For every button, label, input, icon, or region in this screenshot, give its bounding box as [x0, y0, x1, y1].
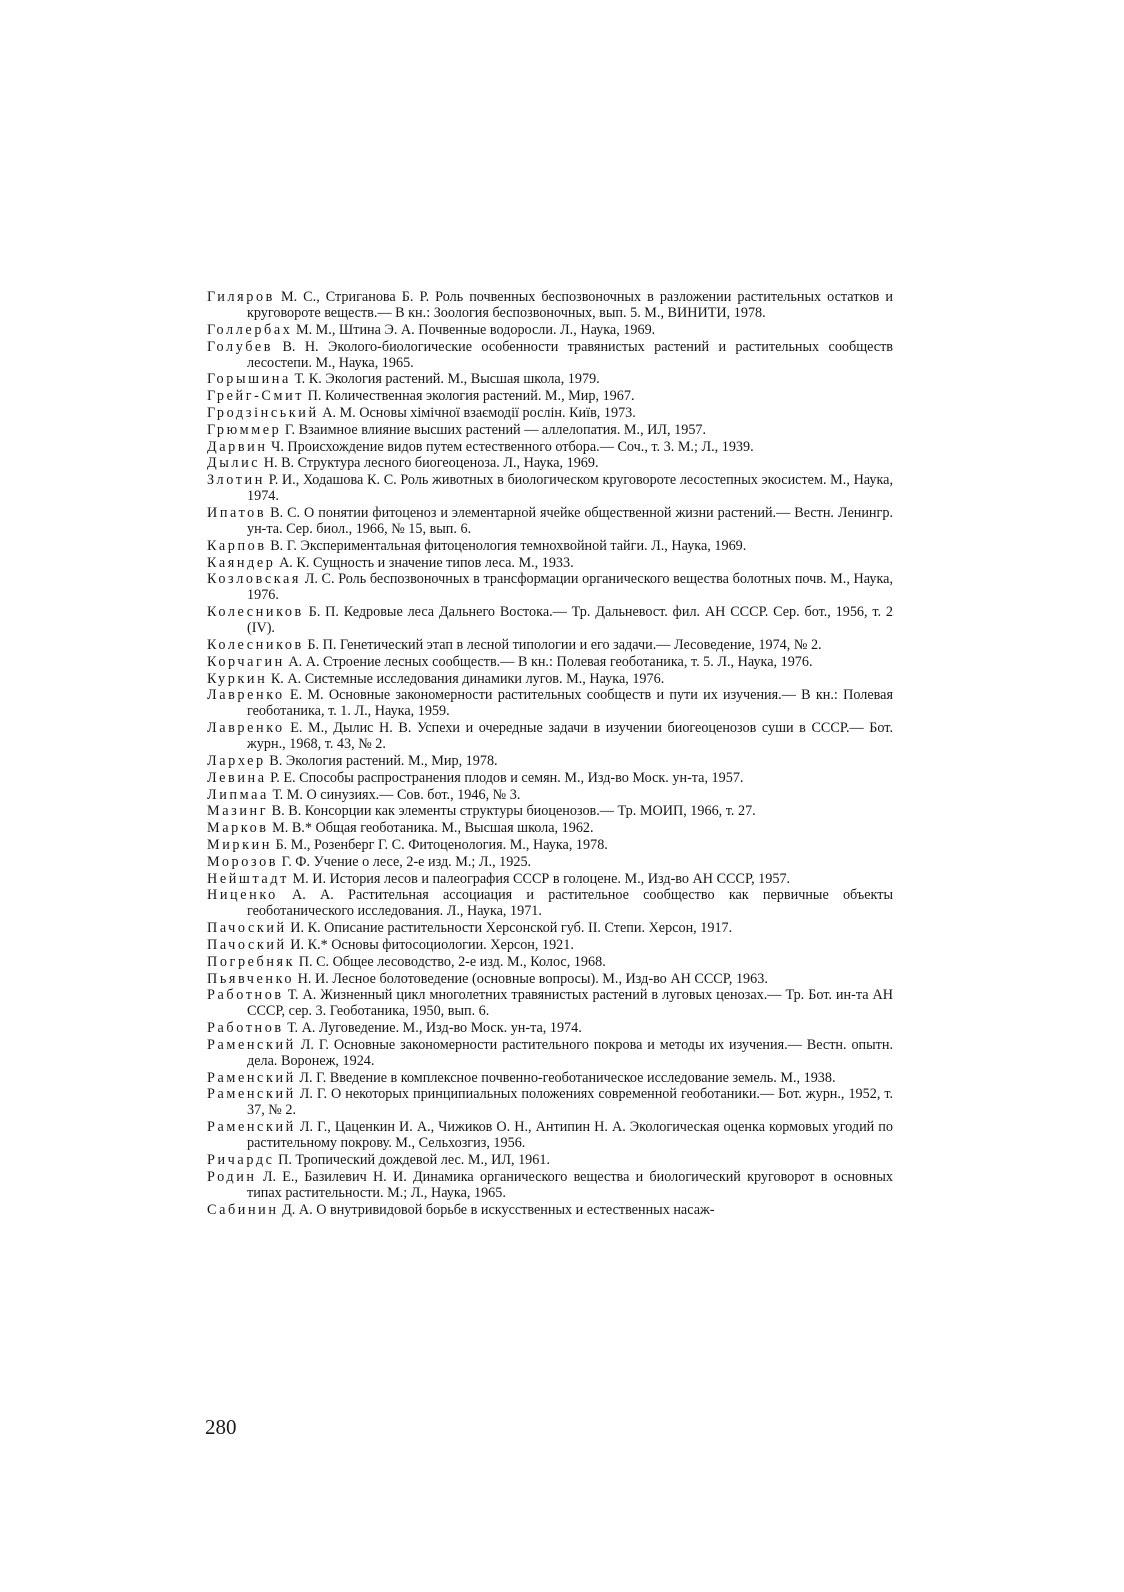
bibliography-entry: [207, 637, 893, 653]
entry-text: В. Н. Эколого-биологические особенности травянистых растений и растительных сообществ лесостепи. М., Наука, 1965.: [247, 338, 893, 371]
entry-author: Лавренко: [207, 720, 285, 737]
bibliography-entry: [207, 422, 893, 438]
bibliography-entry: [207, 720, 893, 752]
bibliography-entry: [207, 289, 893, 321]
entry-author: Грюммер: [207, 421, 282, 438]
entry-text: К. А. Системные исследования динамики лугов. М., Наука, 1976.: [267, 670, 665, 687]
entry-text: И. К. Описание растительности Херсонской губ. II. Степи. Херсон, 1917.: [286, 920, 733, 937]
bibliography-entry: [207, 671, 893, 687]
bibliography-entry: [207, 920, 893, 936]
entry-text: И. К.* Основы фитосоциологии. Херсон, 1921.: [286, 936, 574, 953]
entry-author: Голубев: [207, 338, 274, 355]
entry-text: В. С. О понятии фитоценоз и элементарной ячейке общественной жизни растений.— Вестн. Ленингр. ун-та. Сер. биол., 1966, № 15, вып. 6.: [247, 504, 893, 537]
entry-author: Лархер: [207, 752, 266, 769]
entry-author: Сабинин: [207, 1201, 279, 1218]
bibliography-entry: [207, 803, 893, 819]
entry-text: Р. Е. Способы распространения плодов и семян. М., Изд-во Моск. ун-та, 1957.: [266, 769, 744, 786]
bibliography-entry: [207, 1119, 893, 1151]
entry-author: Гиляров: [207, 289, 275, 305]
bibliography-entry: [207, 1070, 893, 1086]
entry-author: Ниценко: [207, 887, 278, 904]
entry-text: В. Г. Экспериментальная фитоценология темнохвойной тайги. Л., Наука, 1969.: [266, 537, 747, 554]
entry-text: Т. М. О синузиях.— Сов. бот., 1946, № 3.: [268, 786, 521, 803]
entry-author: Грейг-Смит: [207, 388, 305, 405]
entry-author: Колесников: [207, 636, 304, 653]
bibliography-entry: [207, 505, 893, 537]
entry-author: Миркин: [207, 836, 272, 853]
entry-author: Погребняк: [207, 953, 296, 970]
bibliography-entry: [207, 787, 893, 803]
bibliography-entry: [207, 388, 893, 404]
entry-author: Левина: [207, 769, 267, 786]
bibliography-entry: [207, 687, 893, 719]
bibliography-entry: [207, 1037, 893, 1069]
entry-author: Пачоский: [207, 920, 287, 937]
bibliography-entry: [207, 770, 893, 786]
entry-text: Л. Г. О некоторых принципиальных положениях современной геоботаники.— Бот. журн., 1952, т. 37, № 2.: [247, 1086, 893, 1119]
bibliography-entry: [207, 571, 893, 603]
entry-author: Куркин: [207, 670, 268, 687]
entry-author: Липмаа: [207, 786, 269, 803]
entry-text: П. Тропический дождевой лес. М., ИЛ, 1961.: [274, 1152, 551, 1169]
entry-author: Марков: [207, 820, 269, 837]
bibliography-entry: [207, 339, 893, 371]
entry-author: Колесников: [207, 604, 304, 621]
bibliography-entry: [207, 1169, 893, 1201]
bibliography-entry: [207, 604, 893, 636]
bibliography-entry: [207, 887, 893, 919]
entry-author: Пачоский: [207, 936, 287, 953]
bibliography-entry: [207, 954, 893, 970]
bibliography-entry: [207, 371, 893, 387]
bibliography-entry: [207, 538, 893, 554]
bibliography-entry: [207, 1020, 893, 1036]
entry-text: Д. А. О внутривидовой борьбе в искусственных и естественных насаж-: [278, 1201, 715, 1218]
entry-author: Раменский: [207, 1086, 296, 1103]
bibliography-entry: [207, 820, 893, 836]
entry-text: Т. А. Луговедение. М., Изд-во Моск. ун-та, 1974.: [283, 1020, 582, 1037]
bibliography-entry: [207, 455, 893, 471]
entry-author: Горышина: [207, 371, 291, 388]
entry-text: Г. Ф. Учение о лесе, 2-е изд. М.; Л., 1925.: [278, 853, 532, 870]
bibliography-entry: [207, 1086, 893, 1118]
bibliography-entry: [207, 472, 893, 504]
entry-text: Е. М., Дылис Н. В. Успехи и очередные задачи в изучении биогеоценозов суши в СССР.— Бот. журн., 1968, т. 43, № 2.: [247, 720, 893, 753]
entry-text: М. С., Стриганова Б. Р. Роль почвенных беспозвоночных в разложении растительных остатков и круговороте веществ.— В кн.: Зоология беспозвоночных, вып. 5. М., ВИНИТИ, 1978.: [247, 289, 893, 321]
bibliography-entry: [207, 937, 893, 953]
entry-text: Б. П. Кедровые леса Дальнего Востока.— Тр. Дальневост. фил. АН СССР. Сер. бот., 1956, т. 2 (IV).: [247, 604, 893, 637]
entry-author: Родин: [207, 1168, 257, 1185]
entry-text: М. И. История лесов и палеография СССР в голоцене. М., Изд-во АН СССР, 1957.: [288, 870, 791, 887]
entry-author: Лавренко: [207, 687, 285, 704]
bibliography-entry: [207, 753, 893, 769]
bibliography-entry: [207, 654, 893, 670]
entry-author: Злотин: [207, 472, 265, 489]
bibliography-entry: [207, 854, 893, 870]
bibliography-entry: [207, 1202, 893, 1218]
entry-text: В. Экология растений. М., Мир, 1978.: [265, 752, 498, 769]
entry-author: Гродзiнський: [207, 404, 319, 421]
entry-author: Работнов: [207, 987, 284, 1004]
entry-text: М. В.* Общая геоботаника. М., Высшая школа, 1962.: [268, 820, 594, 837]
entry-text: Л. Е., Базилевич Н. И. Динамика органического вещества и биологический круговорот в основных типах растительности. М.; Л., Наука, 1965.: [247, 1168, 893, 1201]
entry-text: А. М. Основы хiмiчної взаємодiї рослiн. Київ, 1973.: [318, 404, 636, 421]
entry-text: Б. П. Генетический этап в лесной типологии и его задачи.— Лесоведение, 1974, № 2.: [303, 636, 822, 653]
bibliography-entry: [207, 1152, 893, 1168]
entry-author: Ипатов: [207, 504, 267, 521]
entry-author: Раменский: [207, 1119, 296, 1136]
entry-text: Ч. Происхождение видов путем естественного отбора.— Соч., т. 3. М.; Л., 1939.: [267, 438, 754, 455]
entry-author: Козловская: [207, 571, 302, 588]
entry-author: Раменский: [207, 1069, 296, 1086]
bibliography-list: [207, 289, 893, 1218]
bibliography-entry: [207, 987, 893, 1019]
entry-author: Дарвин: [207, 438, 268, 455]
entry-text: П. С. Общее лесоводство, 2-е изд. М., Колос, 1968.: [295, 953, 606, 970]
entry-text: М. М., Штина Э. А. Почвенные водоросли. Л., Наука, 1969.: [292, 321, 656, 338]
entry-author: Ричардс: [207, 1152, 275, 1169]
entry-text: А. А. Строение лесных сообществ.— В кн.: Полевая геоботаника, т. 5. Л., Наука, 1976.: [284, 653, 813, 670]
entry-text: П. Количественная экология растений. М., Мир, 1967.: [304, 388, 635, 405]
entry-text: В. В. Консорции как элементы структуры биоценозов.— Тр. МОИП, 1966, т. 27.: [268, 803, 756, 820]
bibliography-entry: [207, 555, 893, 571]
entry-author: Раменский: [207, 1036, 296, 1053]
entry-text: А. К. Сущность и значение типов леса. М., 1933.: [275, 554, 574, 571]
entry-text: Н. И. Лесное болотоведение (основные вопросы). М., Изд-во АН СССР, 1963.: [294, 970, 768, 987]
entry-author: Пьявченко: [207, 970, 295, 987]
entry-text: Т. К. Экология растений. М., Высшая школа, 1979.: [290, 371, 600, 388]
bibliography-entry: [207, 871, 893, 887]
entry-text: Н. В. Структура лесного биогеоценоза. Л., Наука, 1969.: [260, 455, 599, 472]
entry-author: Работнов: [207, 1020, 284, 1037]
entry-text: Л. С. Роль беспозвоночных в трансформации органического вещества болотных почв. М., Наука, 1976.: [247, 571, 893, 604]
entry-author: Голлербах: [207, 321, 293, 338]
entry-author: Нейштадт: [207, 870, 289, 887]
entry-text: Т. А. Жизненный цикл многолетних травянистых растений в луговых ценозах.— Тр. Бот. ин-та АН СССР, сер. 3. Геоботаника, 1950, вып. 6.: [247, 987, 893, 1020]
bibliography-entry: [207, 971, 893, 987]
bibliography-entry: [207, 837, 893, 853]
entry-text: А. А. Растительная ассоциация и растительное сообщество как первичные объекты геоботанического исследования. Л., Наука, 1971.: [247, 887, 893, 920]
entry-author: Мазинг: [207, 803, 269, 820]
entry-author: Каяндер: [207, 554, 276, 571]
bibliography-entry: [207, 439, 893, 455]
entry-author: Корчагин: [207, 653, 285, 670]
entry-author: Морозов: [207, 853, 279, 870]
entry-text: Б. М., Розенберг Г. С. Фитоценология. М., Наука, 1978.: [271, 836, 608, 853]
bibliography-entry: [207, 322, 893, 338]
entry-text: Л. Г. Введение в комплексное почвенно-геоботаническое исследование земель. М., 1938.: [295, 1069, 836, 1086]
page-number: 280: [205, 1415, 237, 1439]
entry-text: Е. М. Основные закономерности растительных сообществ и пути их изучения.— В кн.: Полевая геоботаника, т. 1. Л., Наука, 1959.: [247, 687, 893, 720]
entry-text: Л. Г., Цаценкин И. А., Чижиков О. Н., Антипин Н. А. Экологическая оценка кормовых угодий по растительному покрову. М., Сельхозгиз, 1956.: [247, 1119, 893, 1152]
bibliography-entry: [207, 405, 893, 421]
entry-text: Г. Взаимное влияние высших растений — аллелопатия. М., ИЛ, 1957.: [281, 421, 707, 438]
entry-text: Р. И., Ходашова К. С. Роль животных в биологическом круговороте лесостепных экосистем. М., Наука, 1974.: [247, 472, 893, 505]
entry-text: Л. Г. Основные закономерности растительного покрова и методы их изучения.— Вестн. опытн. дела. Воронеж, 1924.: [247, 1036, 893, 1069]
entry-author: Дылис: [207, 455, 261, 472]
entry-author: Карпов: [207, 537, 267, 554]
